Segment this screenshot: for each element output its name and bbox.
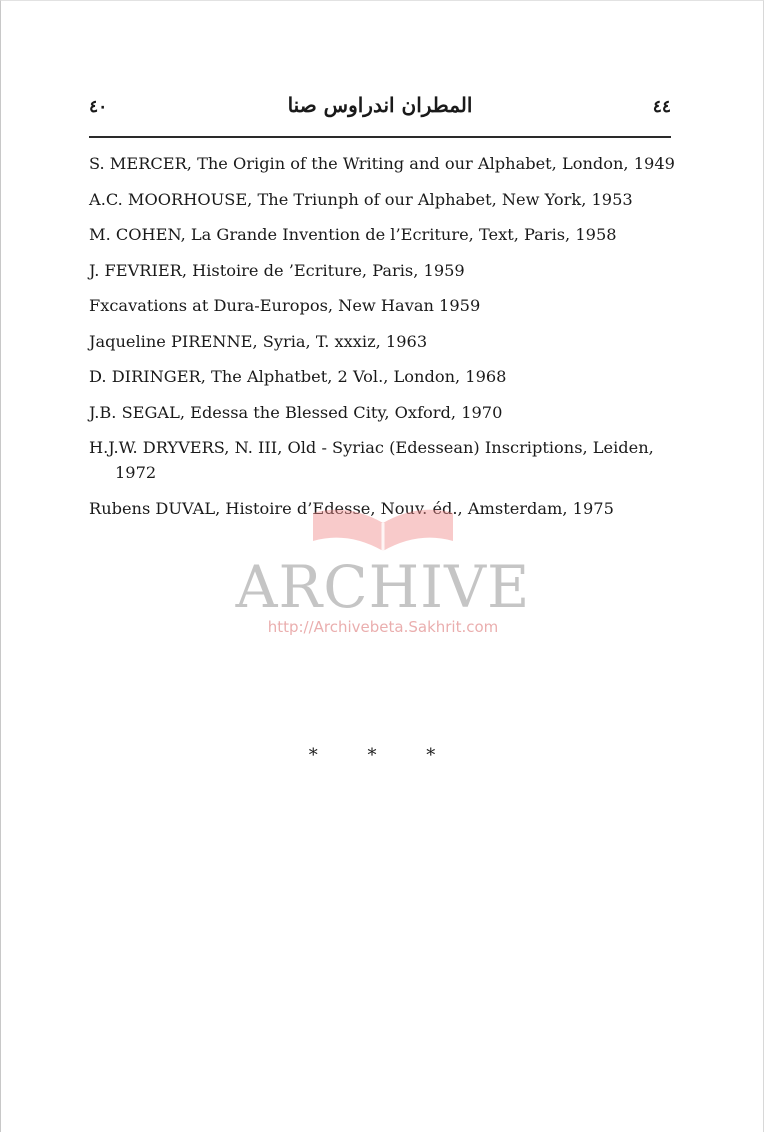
reference-item: J. FEVRIER, Histoire de ’Ecriture, Paris, 1959 [89, 260, 465, 280]
page-number-right: ٤٤ [652, 97, 671, 117]
reference-item: Jaqueline PIRENNE, Syria, T. xxxiz, 1963 [89, 331, 428, 351]
reference-item: M. COHEN, La Grande Invention de l’Ecriture, Text, Paris, 1958 [89, 225, 617, 244]
header-rule [89, 136, 671, 138]
page-title: المطران اندراوس صنا [287, 93, 473, 117]
page-number-left: ٤٠ [89, 97, 108, 117]
watermark-text: ARCHIVE [235, 553, 531, 621]
reference-list [89, 151, 685, 531]
reference-item: H.J.W. DRYVERS, N. III, Old - Syriac (Edessean) Inscriptions, Leiden, 1972 [89, 438, 654, 482]
reference-item: A.C. MOORHOUSE, The Triunph of our Alphabet, New York, 1953 [89, 189, 633, 209]
end-mark: * * * [308, 745, 458, 766]
watermark-url: http://Archivebeta.Sakhrit.com [267, 618, 499, 636]
reference-item: Rubens DUVAL, Histoire d’Edesse, Nouv. éd., Amsterdam, 1975 [89, 498, 614, 518]
reference-item: S. MERCER, The Origin of the Writing and our Alphabet, London, 1949 [89, 154, 675, 173]
page-header [89, 93, 671, 125]
reference-item: D. DIRINGER, The Alphatbet, 2 Vol., London, 1968 [89, 367, 507, 386]
reference-item: J.B. SEGAL, Edessa the Blessed City, Oxford, 1970 [89, 402, 503, 422]
reference-item: Fxcavations at Dura-Europos, New Havan 1959 [89, 296, 481, 315]
